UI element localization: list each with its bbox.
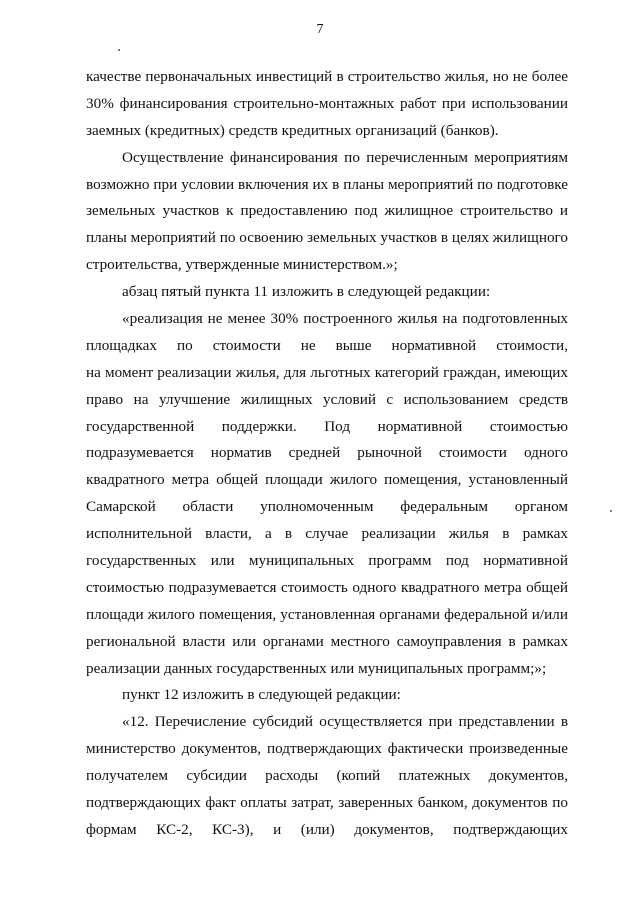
text-line: площади жилого помещения, установленная органами федеральной и/или [86,605,568,623]
text-line: получателем субсидии расходы (копий платежных документов, [86,767,568,785]
text-line: Самарской области уполномоченным федеральным органом [86,498,568,516]
text-line: на момент реализации жилья, для льготных категорий граждан, имеющих [86,363,568,381]
text-line: региональной власти или органами местного самоуправления в рамках [86,632,568,650]
text-line: стоимостью подразумевается стоимость одного квадратного метра общей [86,578,568,596]
text-line: качестве первоначальных инвестиций в строительство жилья, но не более [86,68,568,85]
text-line: Осуществление финансирования по перечисленным мероприятиям [122,148,568,166]
document-body [86,64,568,844]
text-line: возможно при условии включения их в планы мероприятий по подготовке [86,175,568,193]
page-number: 7 [316,22,324,37]
text-line: государственной поддержки. Под нормативной стоимостью [86,417,568,435]
text-line: министерство документов, подтверждающих фактически произведенные [86,740,568,758]
text-line: исполнительной власти, а в случае реализации жилья в рамках [86,525,568,543]
text-line: «реализация не менее 30% построенного жилья на подготовленных [122,310,568,328]
text-line: строительства, утвержденные министерством.»; [86,256,398,274]
text-line: «12. Перечисление субсидий осуществляется при представлении в [122,713,568,731]
text-line: планы мероприятий по освоению земельных участков в целях жилищного [86,229,568,247]
text-line: площадках по стоимости не выше нормативной стоимости, [86,336,568,354]
text-line: заемных (кредитных) средств кредитных организаций (банков). [86,121,499,139]
text-line: право на улучшение жилищных условий с использованием средств [86,390,568,408]
text-line: реализации данных государственных или муниципальных программ;»; [86,659,547,677]
text-line: пункт 12 изложить в следующей редакции: [122,686,401,704]
text-line: земельных участков к предоставлению под жилищное строительство и [86,202,568,220]
text-line: 30% финансирования строительно-монтажных работ при использовании [86,94,568,112]
text-line: квадратного метра общей площади жилого помещения, установленный [86,471,568,489]
text-line: абзац пятый пункта 11 изложить в следующей редакции: [122,283,491,301]
text-line: формам КС-2, КС-3), и (или) документов, подтверждающих [86,820,568,838]
text-line: государственных или муниципальных программ под нормативной [86,552,568,570]
text-line: подразумевается норматив средней рыночной стоимости одного [86,444,568,462]
text-line: подтверждающих факт оплаты затрат, заверенных банком, документов по [86,794,568,812]
scan-speck-left [118,49,120,51]
scan-speck-right [610,510,612,512]
